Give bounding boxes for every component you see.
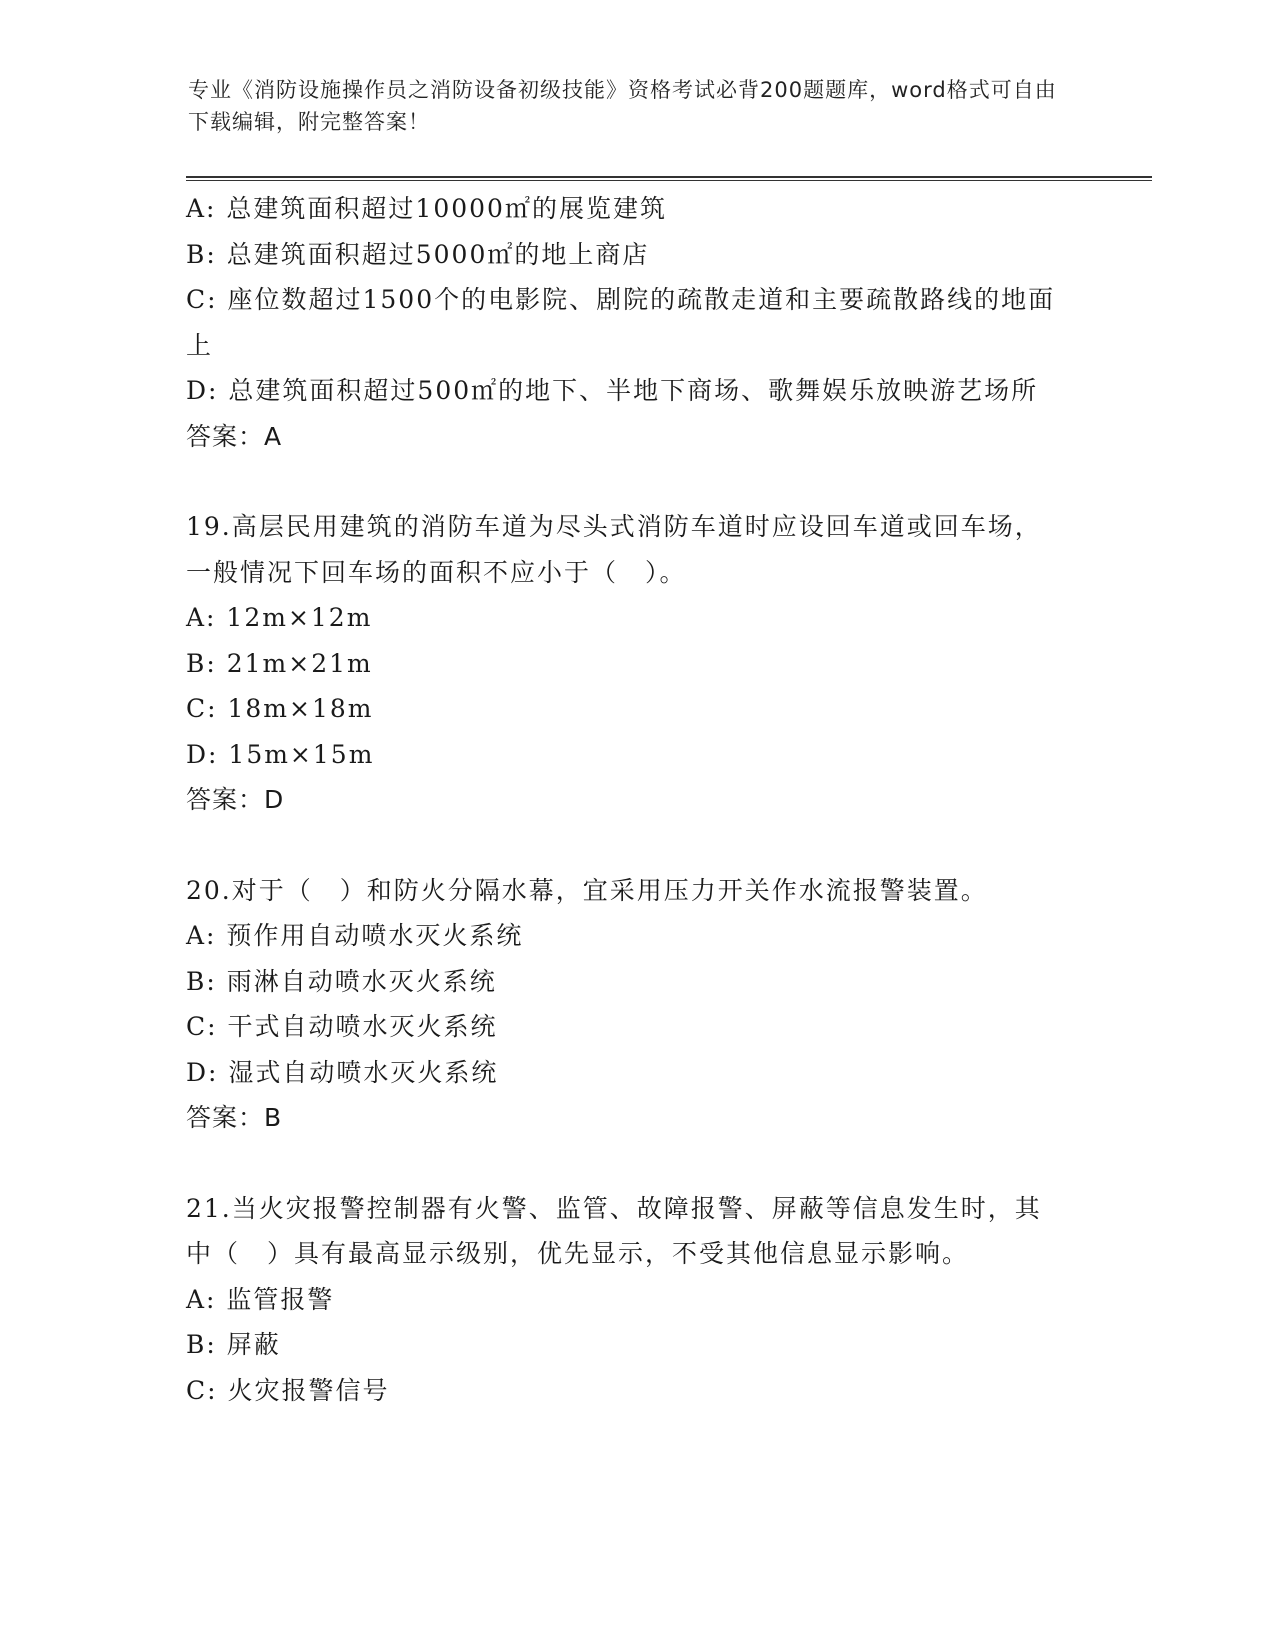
question-20 <box>186 868 1066 1141</box>
spacer <box>186 823 1066 868</box>
spacer <box>186 459 1066 504</box>
question-text: 21.当火灾报警控制器有火警、监管、故障报警、屏蔽等信息发生时，其中（ ）具有最高显示级别，优先显示，不受其他信息显示影响。 <box>186 1193 1042 1268</box>
option-a: A: 总建筑面积超过10000㎡的展览建筑 <box>186 194 667 223</box>
question-text: 20.对于（ ）和防火分隔水幕，宜采用压力开关作水流报警装置。 <box>186 875 988 905</box>
option-d: D: 15m×15m <box>186 739 375 769</box>
option-b: B: 屏蔽 <box>186 1330 281 1359</box>
question-text: 19.高层民用建筑的消防车道为尽头式消防车道时应设回车道或回车场，一般情况下回车场的面积不应小于（ ）。 <box>186 512 1042 587</box>
option-b: B: 雨淋自动喷水灭火系统 <box>186 966 497 996</box>
option-d: D: 总建筑面积超过500㎡的地下、半地下商场、歌舞娱乐放映游艺场所 <box>186 376 1039 405</box>
option-a: A: 12m×12m <box>186 603 373 632</box>
option-c: C: 火灾报警信号 <box>186 1375 390 1405</box>
option-c: C: 18m×18m <box>186 694 374 723</box>
document-body <box>186 186 1066 1413</box>
option-c: C: 干式自动喷水灭火系统 <box>186 1012 498 1041</box>
option-a: A: 监管报警 <box>186 1284 335 1314</box>
option-b: B: 总建筑面积超过5000㎡的地上商店 <box>186 239 650 269</box>
option-a: A: 预作用自动喷水灭火系统 <box>186 921 524 950</box>
question-19 <box>186 504 1066 823</box>
answer-line: 答案：D <box>186 785 285 814</box>
spacer <box>186 1141 1066 1186</box>
answer-line: 答案：B <box>186 1103 283 1132</box>
question-18-continued <box>186 186 1066 459</box>
option-c: C: 座位数超过1500个的电影院、剧院的疏散走道和主要疏散路线的地面上 <box>186 285 1056 360</box>
option-d: D: 湿式自动喷水灭火系统 <box>186 1057 499 1087</box>
answer-line: 答案：A <box>186 421 283 451</box>
document-header <box>188 74 1068 138</box>
header-title: 专业《消防设施操作员之消防设备初级技能》资格考试必背200题题库，word格式可自由下载编辑，附完整答案！ <box>188 78 1057 134</box>
question-21 <box>186 1186 1066 1414</box>
option-b: B: 21m×21m <box>186 648 373 678</box>
header-divider <box>186 176 1152 181</box>
